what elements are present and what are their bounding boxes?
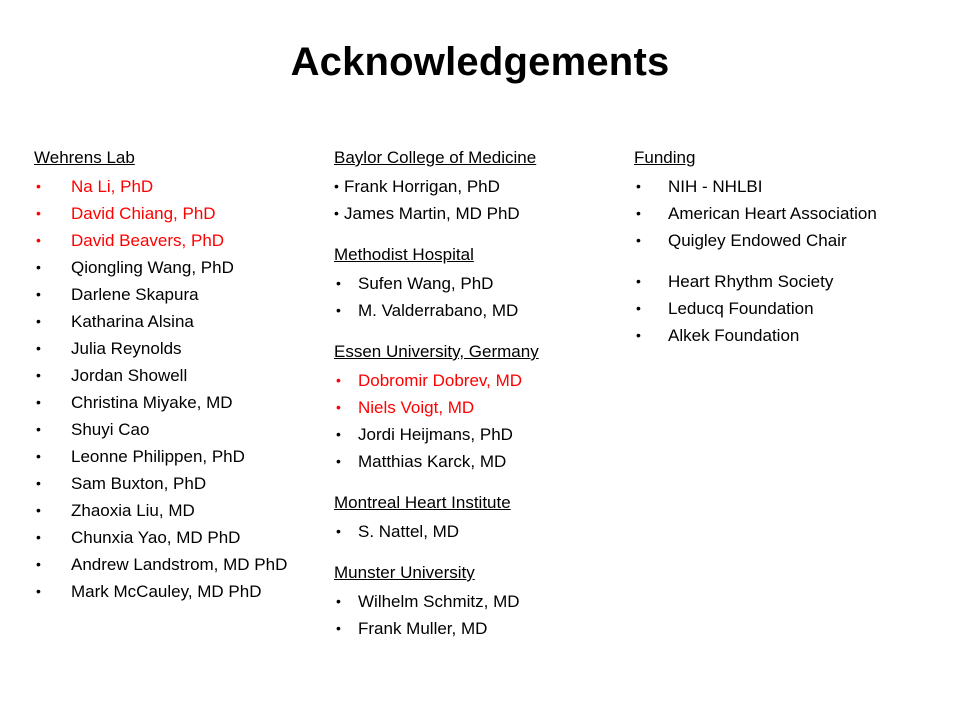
acknowledgement-group: [334, 342, 634, 475]
list-item: • Chunxia Yao, MD PhD: [34, 524, 334, 551]
acknowledgement-group: [334, 563, 634, 642]
list-spacer: [634, 254, 954, 268]
group-gap: [334, 479, 634, 493]
list-item: • Leonne Philippen, PhD: [34, 443, 334, 470]
list-item: • Frank Muller, MD: [334, 615, 634, 642]
list-item: • Niels Voigt, MD: [334, 394, 634, 421]
list-item: • Dobromir Dobrev, MD: [334, 367, 634, 394]
list-item: • Frank Horrigan, PhD: [334, 173, 634, 200]
list-item: • Katharina Alsina: [34, 308, 334, 335]
group-item-list: [334, 173, 634, 227]
acknowledgement-group: [334, 245, 634, 324]
list-item: • NIH - NHLBI: [634, 173, 954, 200]
list-item: • Jordi Heijmans, PhD: [334, 421, 634, 448]
list-item: • Shuyi Cao: [34, 416, 334, 443]
list-item: • Matthias Karck, MD: [334, 448, 634, 475]
group-heading: Methodist Hospital: [334, 245, 474, 264]
group-gap: [334, 549, 634, 563]
acknowledgement-group: [334, 493, 634, 545]
group-heading: Wehrens Lab: [34, 148, 135, 167]
list-item: • David Chiang, PhD: [34, 200, 334, 227]
list-item: • S. Nattel, MD: [334, 518, 634, 545]
acknowledgement-columns: [0, 148, 960, 708]
acknowledgement-group: [34, 148, 334, 605]
list-item: • James Martin, MD PhD: [334, 200, 634, 227]
acknowledgement-group: [334, 148, 634, 227]
group-item-list: [334, 588, 634, 642]
list-item: • Andrew Landstrom, MD PhD: [34, 551, 334, 578]
list-item: • Wilhelm Schmitz, MD: [334, 588, 634, 615]
list-item: • Christina Miyake, MD: [34, 389, 334, 416]
group-heading: Munster University: [334, 563, 475, 582]
group-heading: Essen University, Germany: [334, 342, 539, 361]
list-item: • Darlene Skapura: [34, 281, 334, 308]
list-item: • M. Valderrabano, MD: [334, 297, 634, 324]
group-heading: Montreal Heart Institute: [334, 493, 511, 512]
list-item: • American Heart Association: [634, 200, 954, 227]
group-item-list: [334, 270, 634, 324]
group-gap: [334, 328, 634, 342]
list-item: • Qiongling Wang, PhD: [34, 254, 334, 281]
list-item: • Jordan Showell: [34, 362, 334, 389]
group-heading: Baylor College of Medicine: [334, 148, 537, 167]
page-title: Acknowledgements: [290, 40, 670, 84]
list-item: • Zhaoxia Liu, MD: [34, 497, 334, 524]
column-wehrens-lab: [34, 148, 334, 609]
column-collaborators: [334, 148, 634, 646]
list-item: • Leducq Foundation: [634, 295, 954, 322]
list-item: • Heart Rhythm Society: [634, 268, 954, 295]
group-item-list: [34, 173, 334, 605]
list-item: • Alkek Foundation: [634, 322, 954, 349]
list-item: • Julia Reynolds: [34, 335, 334, 362]
list-item: • David Beavers, PhD: [34, 227, 334, 254]
list-item: • Sufen Wang, PhD: [334, 270, 634, 297]
list-item: • Sam Buxton, PhD: [34, 470, 334, 497]
group-heading: Funding: [634, 148, 696, 167]
list-item: • Na Li, PhD: [34, 173, 334, 200]
list-item: • Quigley Endowed Chair: [634, 227, 954, 254]
group-item-list: [634, 173, 954, 349]
group-item-list: [334, 518, 634, 545]
group-gap: [334, 231, 634, 245]
list-item: • Mark McCauley, MD PhD: [34, 578, 334, 605]
column-funding: [634, 148, 954, 353]
group-item-list: [334, 367, 634, 475]
acknowledgement-group: [634, 148, 954, 349]
